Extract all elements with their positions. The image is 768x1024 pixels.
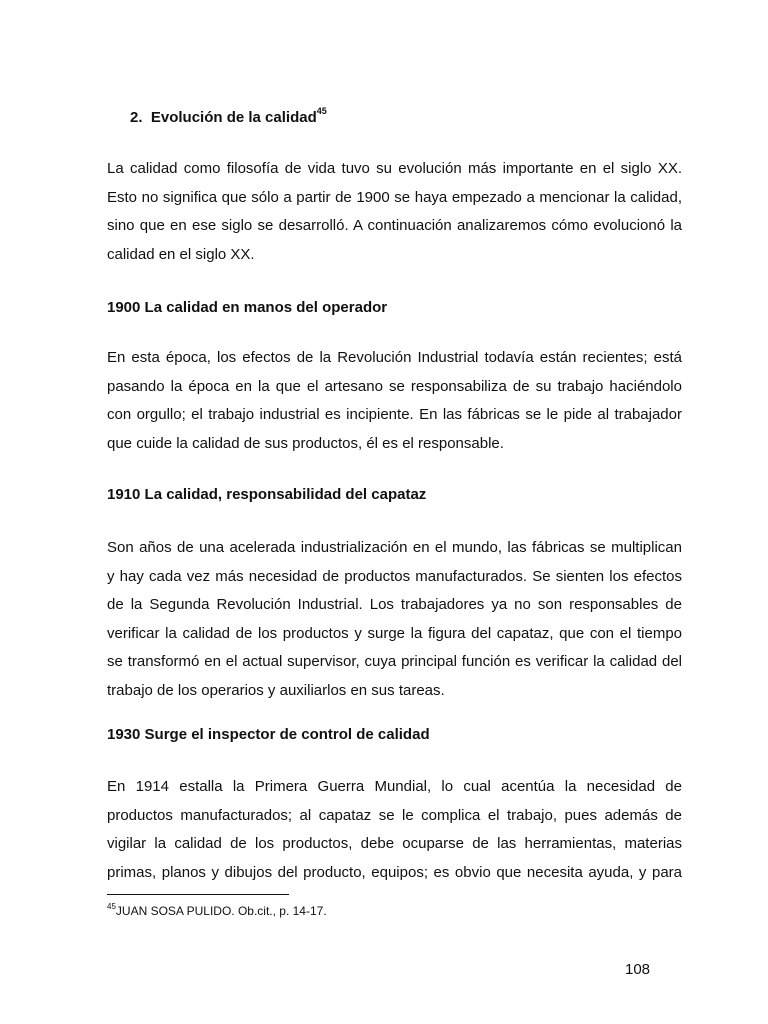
paragraph-line: La calidad como filosofía de vida tuvo su evolución más importante en el siglo XX. [107,160,682,177]
paragraph-line: con orgullo; el trabajo industrial es incipiente. En las fábricas se le pide al trabajador [107,406,682,423]
section-title: Evolución de la calidad [150,109,317,126]
paragraph-line: se transformó en el actual supervisor, cuya principal función es verificar la calidad del [107,653,682,670]
paragraph-1930 [107,773,682,887]
paragraph-line: de la Segunda Revolución Industrial. Los trabajadores ya no son responsables de [107,596,682,613]
paragraph-1910 [107,534,682,705]
footnote-marker: 45 [107,902,116,911]
page-number: 108 [625,961,651,978]
footnote [107,903,327,919]
paragraph-line: productos manufacturados; al capataz se le complica el trabajo, pues además de [107,806,682,824]
paragraph-line: En esta época, los efectos de la Revolución Industrial todavía están recientes; está [107,349,682,366]
paragraph-line: vigilar la calidad de los productos, debe ocuparse de las herramientas, materias [107,835,682,852]
section-number: 2. [130,109,143,126]
paragraph-line: Son años de una acelerada industrialización en el mundo, las fábricas se multiplican [107,539,682,556]
paragraph-line: primas, planos y dibujos del producto, equipos; es obvio que necesita ayuda, y para [107,863,682,881]
paragraph-line: verificar la calidad de los productos y surge la figura del capataz, que con el tiempo [107,624,682,642]
footnote-divider [107,894,289,895]
period-heading-1930: 1930 Surge el inspector de control de calidad [107,726,430,743]
paragraph-line: y hay cada vez más necesidad de productos manufacturados. Se sienten los efectos [107,567,682,585]
paragraph-line: calidad en el siglo XX. [107,245,255,263]
paragraph-line: En 1914 estalla la Primera Guerra Mundial, lo cual acentúa la necesidad de [107,778,682,795]
document-page [107,0,682,1024]
paragraph-line: Esto no significa que sólo a partir de 1900 se haya empezado a mencionar la calidad, [107,188,682,206]
footnote-text: JUAN SOSA PULIDO. Ob.cit., p. 14-17. [115,904,327,918]
paragraph-line: pasando la época en la que el artesano se responsabiliza de su trabajo haciéndolo [107,377,682,395]
section-heading [130,108,327,128]
paragraph-line: que cuide la calidad de sus productos, él es el responsable. [107,434,504,452]
period-heading-1910: 1910 La calidad, responsabilidad del capataz [107,486,427,503]
paragraph-1900 [107,344,682,458]
footnote-reference: 45 [316,106,327,116]
intro-paragraph [107,155,682,269]
paragraph-line: sino que en ese siglo se desarrolló. A continuación analizaremos cómo evolucionó la [107,217,682,234]
paragraph-line: trabajo de los operarios y auxiliarlos en sus tareas. [107,681,445,699]
period-heading-1900: 1900 La calidad en manos del operador [107,299,388,316]
